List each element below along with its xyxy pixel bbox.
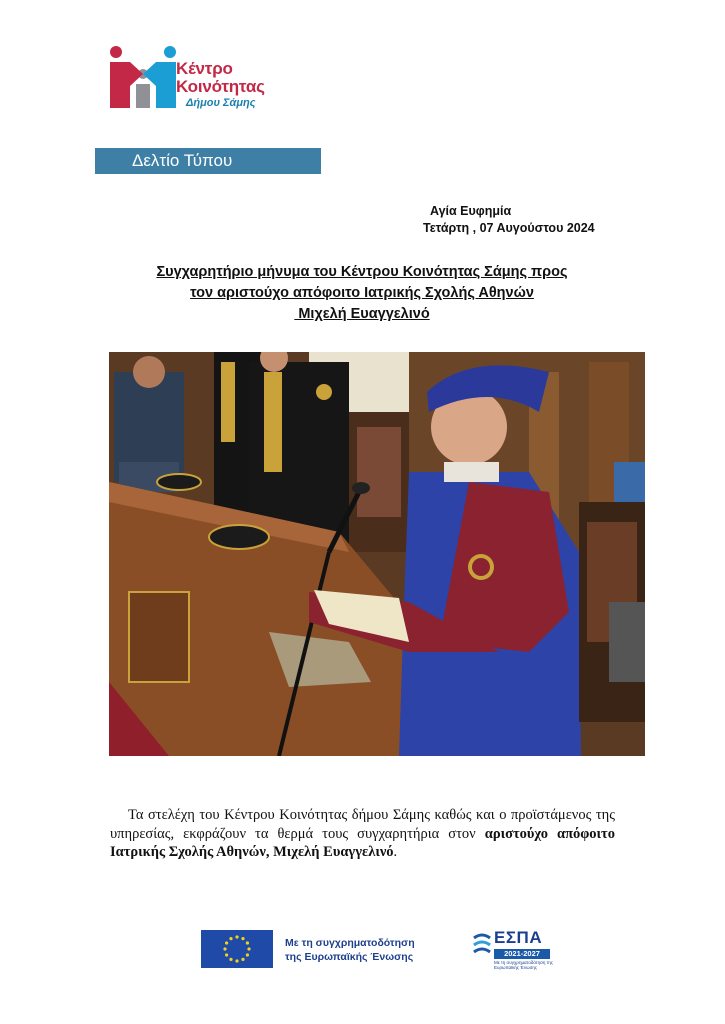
date-label: Τετάρτη , 07 Αυγούστου 2024 <box>423 221 595 235</box>
title-line-1: Συγχαρητήριο μήνυμα του Κέντρου Κοινότητας Σάμης προς <box>156 264 568 280</box>
espa-logo <box>472 928 552 968</box>
logo-line-3: Δήμου Σάμης <box>186 97 256 109</box>
body-text-part-1: Τα στελέχη του Κέντρου Κοινότητας δήμου Σάμης καθώς και ο προϊστάμενος της υπηρεσίας, εκφράζουν τα θερμά τους συγχαρητήρια στον <box>110 807 615 842</box>
eu-flag-icon <box>201 930 273 968</box>
body-text-part-2: . <box>393 844 398 860</box>
title-line-3: Μιχελή Ευαγγελινό <box>294 306 430 322</box>
espa-subtitle: Με τη συγχρηματοδότηση της Ευρωπαϊκής Ένωσης <box>494 960 554 970</box>
title-line-2: τον αριστούχο απόφοιτο Ιατρικής Σχολής Αθηνών <box>190 285 534 301</box>
location-label: Αγία Ευφημία <box>430 204 512 218</box>
organization-logo <box>108 44 298 116</box>
espa-years-badge: 2021-2027 <box>494 949 550 959</box>
logo-line-2: Κοινότητας <box>176 77 265 96</box>
community-center-logo-icon <box>108 44 178 114</box>
eu-text-line-1: Με τη συγχρηματοδότηση <box>285 937 415 949</box>
logo-line-1: Κέντρο <box>176 59 233 78</box>
eu-text-line-2: της Ευρωπαϊκής Ένωσης <box>285 951 414 963</box>
article-title <box>100 262 624 325</box>
espa-wordmark: ΕΣΠΑ <box>494 928 543 947</box>
body-paragraph <box>110 806 615 862</box>
press-release-banner: Δελτίο Τύπου <box>95 148 321 174</box>
graduation-ceremony-photo <box>109 352 645 756</box>
eu-cofunding-text <box>285 936 415 964</box>
espa-emblem-icon <box>472 932 492 962</box>
body-text-bold: αριστούχο απόφοιτο Ιατρικής Σχολής Αθηνών, Μιχελή Ευαγγελινό <box>110 825 615 860</box>
